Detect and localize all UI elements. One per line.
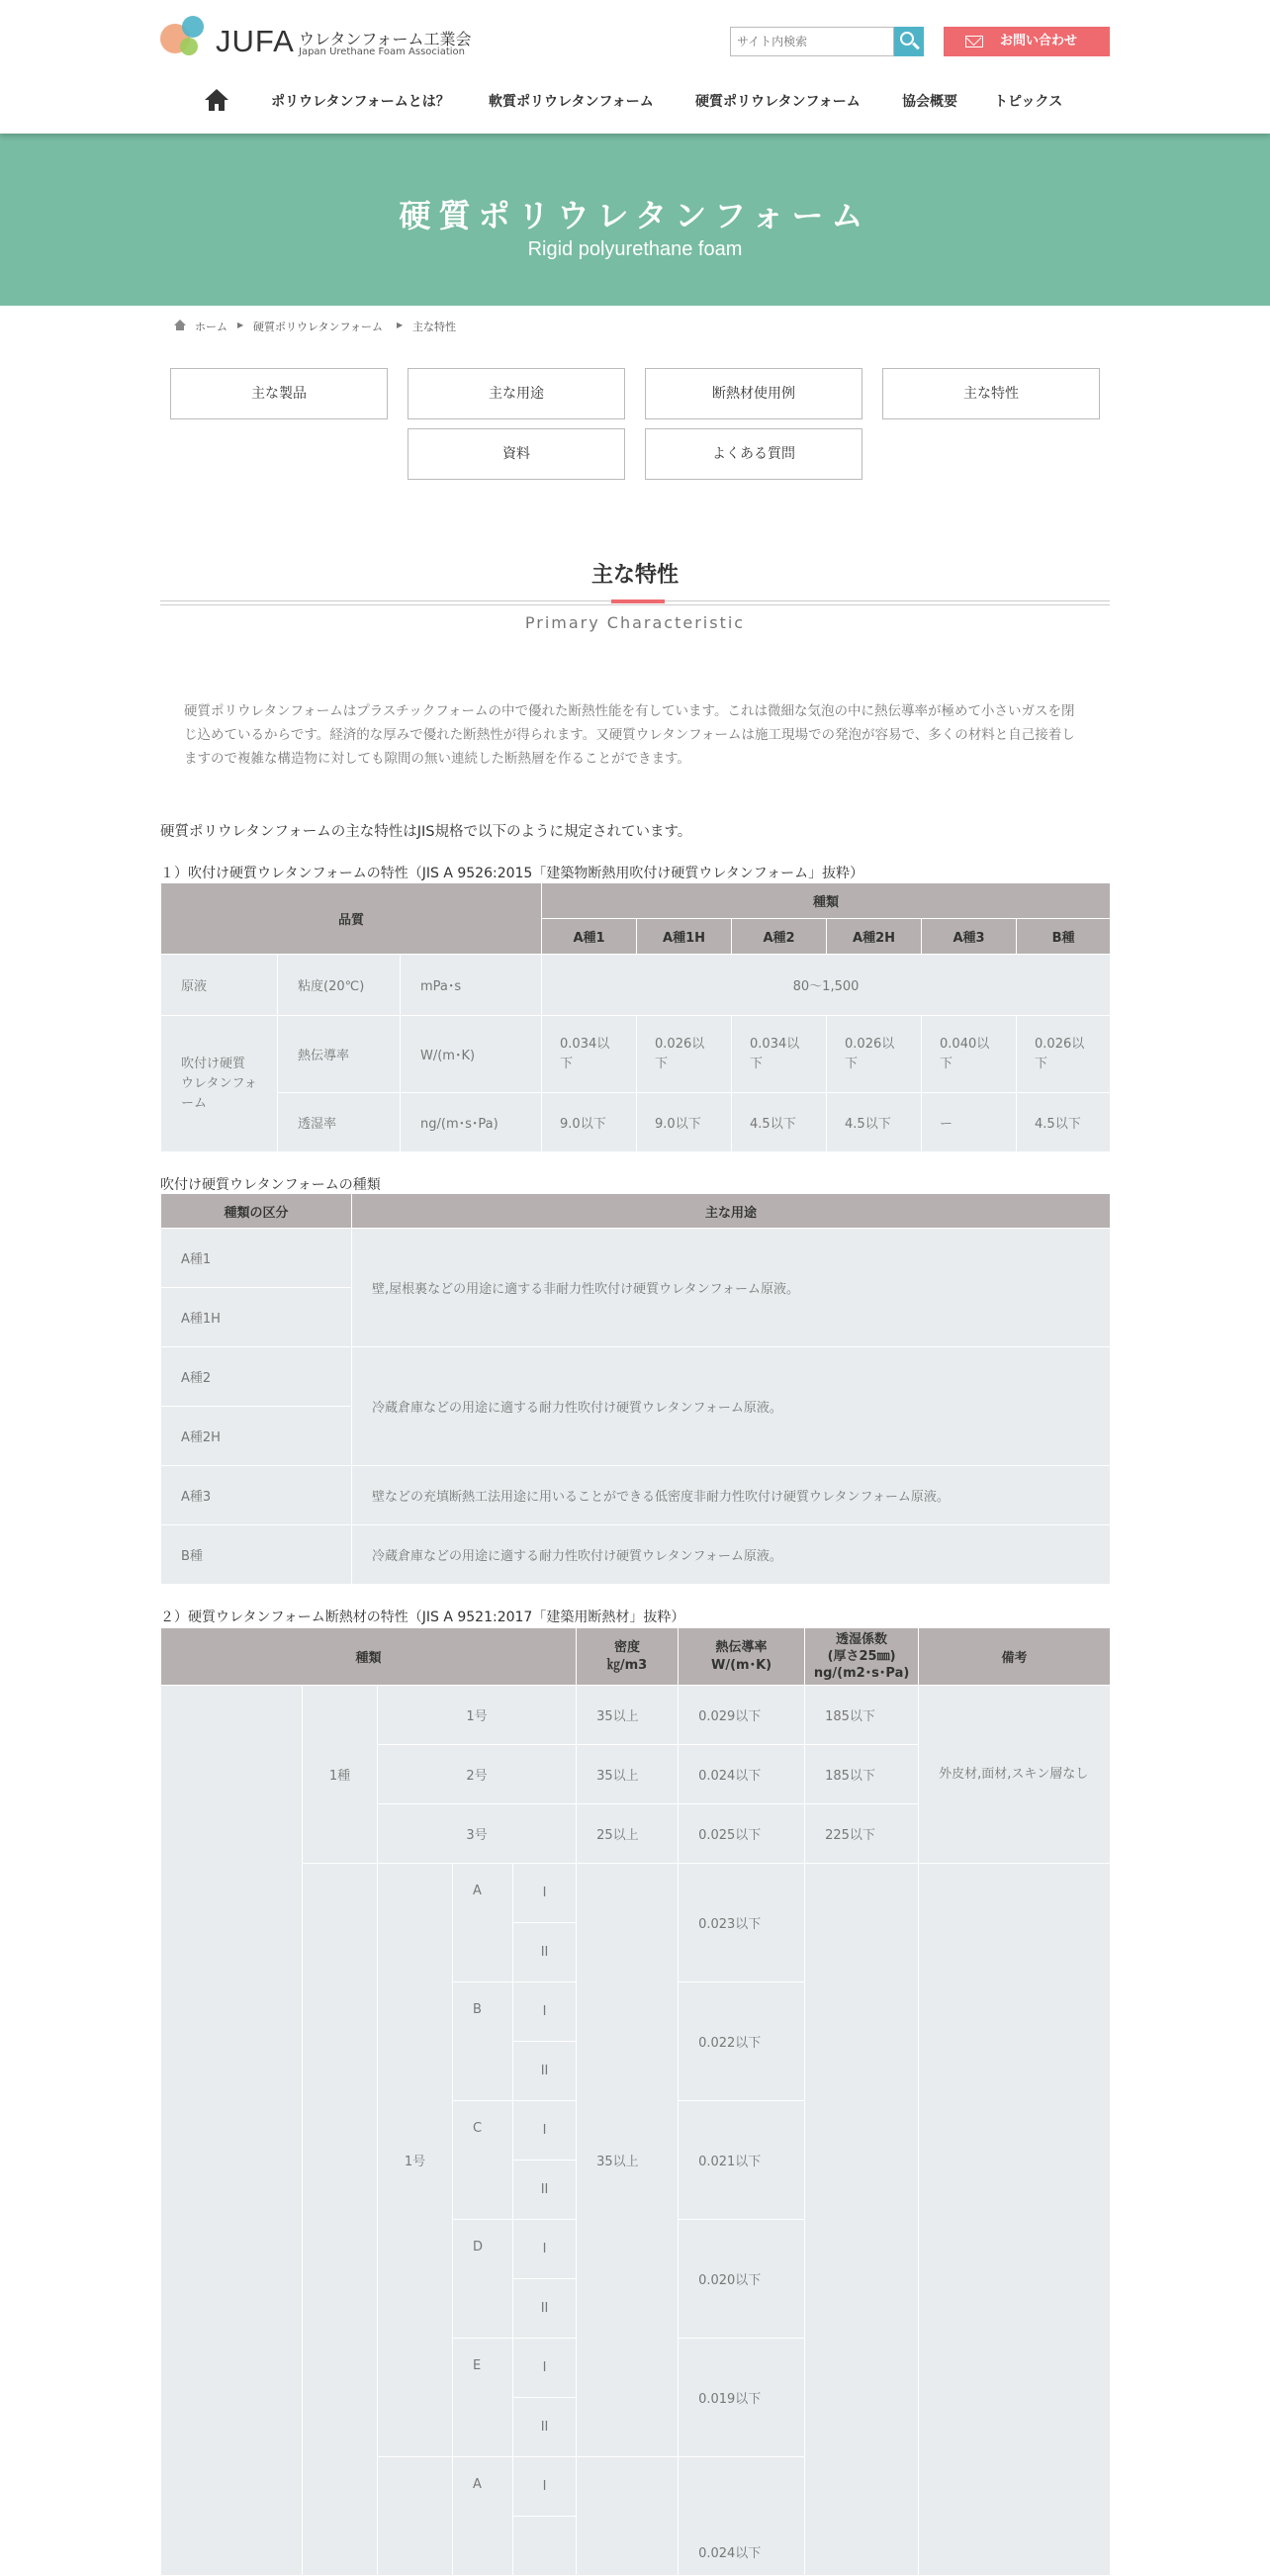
cell-grade: 1号 <box>378 1864 453 2457</box>
cell-value: 9.0以下 <box>542 1093 637 1152</box>
hero-subtitle: Rigid polyurethane foam <box>527 238 743 260</box>
subnav-faq[interactable]: よくある質問 <box>645 428 862 480</box>
subnav-uses[interactable]: 主な用途 <box>408 368 625 419</box>
cell-note: 外皮材,面材,スキン層なし <box>919 1686 1111 1864</box>
header-kind: 種類 <box>161 1628 577 1686</box>
contact-label: お問い合わせ <box>999 34 1077 48</box>
title-accent-bar <box>611 599 665 603</box>
cell-unit: ng/(m･s･Pa) <box>401 1093 542 1152</box>
cell-type: B種 <box>161 1525 352 1585</box>
cell-cond: 0.025以下 <box>679 1804 805 1864</box>
hero-title: 硬質ポリウレタンフォーム <box>399 197 871 234</box>
cell-cond: 0.022以下 <box>679 1982 805 2101</box>
site-header <box>0 0 1270 134</box>
cell-type: A種1 <box>161 1229 352 1288</box>
cell-item: 粘度(20℃) <box>278 955 401 1016</box>
section-subtitle: Primary Characteristic <box>524 613 746 632</box>
header-density <box>577 1628 679 1686</box>
cell-grade: 3号 <box>378 1804 577 1864</box>
search-button[interactable] <box>894 27 924 56</box>
header-quality: 品質 <box>161 883 542 955</box>
cell-value: 4.5以下 <box>1017 1093 1111 1152</box>
cell-value: 0.026以下 <box>1017 1016 1111 1093</box>
header-perm-thickness: (厚さ25㎜) <box>827 1649 896 1664</box>
cell-cond: 0.024以下 <box>679 2457 805 2576</box>
header-note: 備考 <box>919 1628 1111 1686</box>
cell-unit: mPa･s <box>401 955 542 1016</box>
cell-value: 0.034以下 <box>542 1016 637 1093</box>
table3-caption: ２）硬質ウレタンフォーム断熱材の特性（JIS A 9521:2017「建築用断熱材」抜粋） <box>160 1610 685 1625</box>
cell-perm: 225以下 <box>805 1804 919 1864</box>
cell-density: 25以上 <box>577 1804 679 1864</box>
cell-roman: I <box>513 1982 577 2042</box>
header-kind-a2h: A種2H <box>827 919 922 955</box>
cell-value: 9.0以下 <box>637 1093 732 1152</box>
lead-text: 硬質ポリウレタンフォームの主な特性はJIS規格で以下のように規定されています。 <box>160 824 692 840</box>
cell-blank <box>805 1864 919 2576</box>
subnav-documents[interactable]: 資料 <box>408 428 625 480</box>
home-icon-body <box>176 324 184 330</box>
cell-cond: 0.029以下 <box>679 1686 805 1745</box>
header-kind-a3: A種3 <box>922 919 1017 955</box>
header-conductivity <box>679 1628 805 1686</box>
cell-roman: I <box>513 2220 577 2279</box>
cell-type: A種3 <box>161 1466 352 1525</box>
cell-use: 壁などの充填断熱工法用途に用いることができる低密度非耐力性吹付け硬質ウレタンフォーム原液。 <box>352 1466 1111 1525</box>
logo-english: Japan Urethane Foam Association <box>299 46 465 57</box>
cell-perm: 185以下 <box>805 1686 919 1745</box>
header-perm-unit: ng/(m2･s･Pa) <box>813 1666 910 1681</box>
cell-roman: I <box>513 2101 577 2161</box>
cell-roman: II <box>513 2161 577 2220</box>
breadcrumb-home[interactable]: ホーム <box>195 321 227 333</box>
main-nav <box>160 81 1110 121</box>
cell-type: A種1H <box>161 1288 352 1347</box>
cell-cond: 0.019以下 <box>679 2339 805 2457</box>
header-main-use: 主な用途 <box>352 1194 1111 1229</box>
contact-button[interactable] <box>944 27 1110 56</box>
search-input[interactable] <box>730 27 894 56</box>
cell-roman: II <box>513 2042 577 2101</box>
cell-blank <box>513 2517 577 2576</box>
cell-item: 熱伝導率 <box>278 1016 401 1093</box>
cell-value: 0.026以下 <box>637 1016 732 1093</box>
search-icon-handle <box>912 43 920 50</box>
cell-cond: 0.020以下 <box>679 2220 805 2339</box>
cell-blank <box>161 1686 303 2576</box>
cell-perm: 185以下 <box>805 1745 919 1804</box>
nav-item-topics[interactable]: トピックス <box>994 94 1063 110</box>
breadcrumb-rigid[interactable]: 硬質ポリウレタンフォーム <box>253 321 384 333</box>
header-kind-a1h: A種1H <box>637 919 732 955</box>
header-kind: 種類 <box>542 883 1111 919</box>
cell-roman: I <box>513 2339 577 2398</box>
header-permeance <box>805 1628 919 1686</box>
chevron-right-icon: ▶ <box>397 321 404 329</box>
site-search <box>730 27 924 56</box>
mail-icon <box>965 36 983 47</box>
header-kind-b: B種 <box>1017 919 1111 955</box>
cell-value: 4.5以下 <box>732 1093 827 1152</box>
site-logo[interactable] <box>160 14 477 59</box>
spray-foam-properties-table <box>160 882 1111 1152</box>
cell-blank <box>577 2457 679 2576</box>
header-type-class: 種類の区分 <box>161 1194 352 1229</box>
cell-value: ー <box>922 1093 1017 1152</box>
cell-roman: II <box>513 1923 577 1982</box>
cell-group-liquid: 原液 <box>161 955 278 1016</box>
subnav-products[interactable]: 主な製品 <box>170 368 388 419</box>
intro-text: 硬質ポリウレタンフォームはプラスチックフォームの中で優れた断熱性能を有しています。これは微細な気泡の中に熱伝導率が極めて小さいガスを閉じ込めているからです。経済的な厚みで優れた断熱性が得られます。又硬質ウレタンフォームは施工現場での発泡が容易で、多くの材料と自己接着しますので複雑な構造物に対しても隙間の無い連続した断熱層を作ることができます。 <box>184 703 1075 767</box>
home-icon-door <box>215 104 219 111</box>
cell-item: 透湿率 <box>278 1093 401 1152</box>
cell-letter: C <box>453 2101 513 2220</box>
cell-viscosity-value: 80～1,500 <box>542 955 1111 1016</box>
chevron-right-icon: ▶ <box>237 321 244 329</box>
home-icon[interactable] <box>205 89 228 111</box>
section-title: 主な特性 <box>590 563 679 588</box>
logo-text: JUFA <box>216 24 295 58</box>
subnav-characteristics[interactable]: 主な特性 <box>882 368 1100 419</box>
cell-roman: I <box>513 2457 577 2517</box>
cell-use: 冷蔵倉庫などの用途に適する耐力性吹付け硬質ウレタンフォーム原液。 <box>352 1525 1111 1585</box>
cell-cond: 0.023以下 <box>679 1864 805 1982</box>
nav-item-association[interactable]: 協会概要 <box>902 94 957 110</box>
header-density-label: 密度 <box>614 1639 641 1655</box>
header-kind-a2: A種2 <box>732 919 827 955</box>
page-hero <box>0 134 1270 306</box>
cell-blank <box>378 2457 453 2576</box>
cell-value: 0.040以下 <box>922 1016 1017 1093</box>
board-foam-properties-table <box>160 1627 1111 2576</box>
cell-letter: B <box>453 1982 513 2101</box>
cell-grade: 1号 <box>378 1686 577 1745</box>
cell-blank <box>919 1864 1111 2576</box>
cell-use: 壁,屋根裏などの用途に適する非耐力性吹付け硬質ウレタンフォーム原液。 <box>352 1229 1111 1347</box>
cell-type1: 1種 <box>303 1686 378 1864</box>
table2-caption: 吹付け硬質ウレタンフォームの種類 <box>160 1177 381 1193</box>
cell-grade: 2号 <box>378 1745 577 1804</box>
cell-roman: II <box>513 2279 577 2339</box>
cell-value: 0.034以下 <box>732 1016 827 1093</box>
nav-item-flexible[interactable]: 軟質ポリウレタンフォーム <box>489 94 654 110</box>
header-perm-label: 透湿係数 <box>836 1632 888 1647</box>
cell-density: 35以上 <box>577 1686 679 1745</box>
cell-letter: E <box>453 2339 513 2457</box>
header-cond-label: 熱伝導率 <box>715 1639 768 1655</box>
cell-value: 0.026以下 <box>827 1016 922 1093</box>
header-density-unit: ㎏/m3 <box>606 1657 648 1673</box>
cell-type: A種2 <box>161 1347 352 1407</box>
cell-blank <box>303 1864 378 2576</box>
nav-item-about-pu[interactable]: ポリウレタンフォームとは？ <box>271 94 450 110</box>
cell-roman: I <box>513 1864 577 1923</box>
cell-letter: A <box>453 2457 513 2576</box>
cell-unit: W/(m･K) <box>401 1016 542 1093</box>
home-icon[interactable] <box>174 320 186 331</box>
cell-roman: II <box>513 2398 577 2457</box>
cell-letter: A <box>453 1864 513 1982</box>
cell-density: 35以上 <box>577 1745 679 1804</box>
logo-circle-green <box>180 38 198 55</box>
header-kind-a1: A種1 <box>542 919 637 955</box>
nav-item-rigid[interactable]: 硬質ポリウレタンフォーム <box>695 94 861 110</box>
spray-foam-types-table <box>160 1193 1111 1585</box>
subnav-insulation-examples[interactable]: 断熱材使用例 <box>645 368 862 419</box>
cell-value: 4.5以下 <box>827 1093 922 1152</box>
table1-caption: １）吹付け硬質ウレタンフォームの特性（JIS A 9526:2015「建築物断熱用吹付け硬質ウレタンフォーム」抜粋） <box>160 866 864 881</box>
cell-use: 冷蔵倉庫などの用途に適する耐力性吹付け硬質ウレタンフォーム原液。 <box>352 1347 1111 1466</box>
cell-type: A種2H <box>161 1407 352 1466</box>
cell-cond: 0.024以下 <box>679 1745 805 1804</box>
cell-letter: D <box>453 2220 513 2339</box>
cell-group-foam: 吹付け硬質ウレタンフォーム <box>161 1016 278 1152</box>
divider <box>160 604 1110 605</box>
breadcrumb-current: 主な特性 <box>412 321 456 333</box>
logo-circle-blue <box>182 16 204 38</box>
header-cond-unit: W/(m･K) <box>711 1657 772 1673</box>
cell-density: 35以上 <box>577 1864 679 2457</box>
logo-japanese: ウレタンフォーム工業会 <box>299 30 472 48</box>
cell-cond: 0.021以下 <box>679 2101 805 2220</box>
